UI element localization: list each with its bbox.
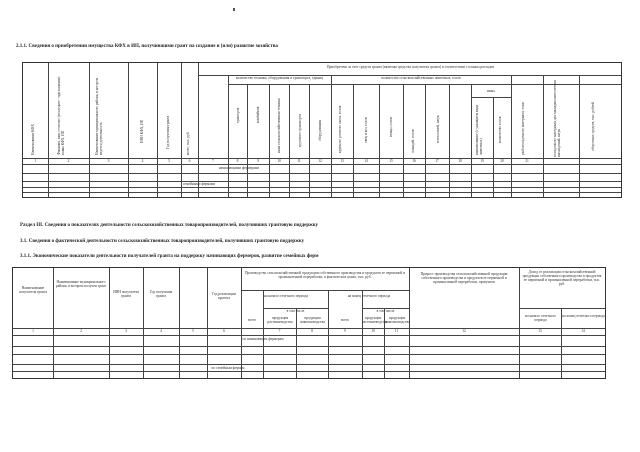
col-growth: Прирост производства сельскохозяйственной продукции собственного производства и продуктов ее первичной и промышленной переработки, процентов	[420, 272, 508, 284]
col-num: 4	[160, 329, 162, 333]
col-equipment: оборудования	[318, 119, 322, 141]
group-acquired: Приобретено за счет средств гранта (включая средства получателя гранта) в соответствии с планом расходов	[326, 65, 495, 69]
col-num: 8	[236, 159, 239, 163]
grant-property-table	[22, 62, 622, 198]
col-num: 15	[389, 159, 393, 163]
col-municipality: Наименование муниципального района, в котором ведется деятельность	[95, 77, 103, 155]
col-num: 7	[212, 159, 214, 163]
row-family-farms: по семейным фермам	[211, 366, 245, 370]
col-combines: комбайнов	[256, 106, 260, 123]
col-num: 11	[297, 159, 301, 163]
col-num: 3	[107, 159, 110, 163]
col-num: 5	[192, 329, 194, 333]
col-poultry: птицы, голов	[389, 117, 393, 137]
col-num: 12	[318, 159, 322, 163]
col-num: 6	[188, 159, 191, 163]
col-income-end: на конец отчетного периода	[562, 314, 605, 318]
incl-start: в том числе	[286, 309, 305, 313]
col-num: 10	[371, 329, 375, 333]
col-horses: лошадей, голов	[411, 129, 415, 153]
col-head-count: количество голов	[498, 116, 502, 143]
col-fish-stock: рыбопосадочного материала, тонн	[521, 102, 525, 155]
col-inn: ИНН получателя гранта	[113, 290, 139, 298]
col-num: 8	[311, 329, 313, 333]
scan-speck	[233, 8, 235, 11]
group-production: Производство сельскохозяйственной продукции собственного производства и продуктов ее первичной и промышленной переработки, в фактических ценах, тыс. руб.	[244, 271, 406, 279]
col-num: 3	[125, 329, 127, 333]
col-animal-name: наименование (с указанием вида животных)	[475, 104, 483, 155]
col-num: 13	[538, 329, 542, 333]
col-inn: ИНН КФХ, ИП	[140, 119, 144, 143]
col-cattle: крупного рогатого скота, голов	[338, 105, 342, 153]
col-animal-start: продукция животноводства	[300, 316, 325, 324]
col-total: всего, тыс. руб.	[186, 131, 190, 155]
section-3-subheading: 3.1. Сведения о фактической деятельности сельскохозяйственных товаропроизводителей, получивших грантовую поддержку	[20, 239, 305, 244]
section-2-title: 2.1.1. Сведения о приобретении имущества КФХ в ИП, получившими грант на создание и (или) развитие хозяйства	[16, 44, 278, 49]
col-num: 12	[462, 329, 466, 333]
col-recipient-name: Наименование получателя гранта	[18, 286, 48, 294]
col-num: 13	[340, 159, 344, 163]
col-kfh-name: Наименование КФХ	[31, 124, 35, 155]
col-num: 11	[394, 329, 399, 333]
col-animal-end: продукция животноводства	[385, 316, 410, 324]
col-total-end: всего	[340, 318, 350, 322]
col-income-start: на начало отчетного периода	[525, 314, 556, 322]
col-sheep-goats: овец и коз, голов	[364, 117, 368, 143]
col-plant-start: продукция растениеводства	[267, 316, 293, 324]
col-other-machinery: иная сельскохозяйственная техника	[277, 98, 281, 153]
col-num: 1	[34, 159, 37, 163]
col-working-capital: оборотных средств, тыс. рублей	[591, 102, 595, 151]
col-grant-year: Год получения гранта	[149, 290, 173, 298]
section-3-heading: Раздел III. Сведения о показателях деятельности сельскохозяйственных товаропроизводителей, получивших грантовую поддержку	[20, 223, 319, 228]
group-income: Доход от реализации сельскохозяйственной продукции собственного производства и продуктов ее первичной и промышленной переработки, тыс. руб.	[522, 270, 602, 286]
col-plant-end: продукция растениеводства	[362, 316, 388, 324]
row-beginning-farmers: начинающими фермерами	[218, 166, 260, 170]
period-start: на начало отчетного периода	[263, 294, 309, 298]
col-num: 21	[525, 159, 529, 163]
col-num: 6	[223, 329, 225, 333]
col-num: 2	[67, 159, 70, 163]
col-head-fio: Фамилия, имя, отчество (последнее - при наличии) главы КФХ, ИП	[57, 76, 65, 155]
period-end: на конец отчетного периода	[347, 294, 391, 298]
col-bee-colonies: пчелосемей, штук	[436, 115, 440, 143]
col-num: 14	[581, 329, 585, 333]
col-num: 9	[257, 159, 259, 163]
col-tractors: тракторов	[236, 107, 240, 123]
economic-indicators-table	[12, 267, 606, 379]
col-num: 4	[141, 159, 144, 163]
col-planting-material: посадочного материала для закладки многолетних насаждений, штук	[553, 79, 561, 157]
row-family-farms: семейными фермами	[182, 182, 216, 186]
col-num: 5	[168, 159, 170, 163]
col-num: 10	[277, 159, 281, 163]
col-num: 16	[412, 159, 416, 163]
group-other-animals: иных	[486, 89, 496, 93]
col-num: 9	[344, 329, 346, 333]
col-num: 14	[364, 159, 368, 163]
group-tech: количество техники, оборудования и транспорта, единиц	[235, 76, 324, 80]
col-num: 17	[435, 159, 439, 163]
section-3-table-title: 3.1.1. Экономические показатели деятельности получателей гранта на поддержку начинающих фермеров, развитие семейных ферм	[20, 254, 319, 259]
col-num: 7	[278, 329, 281, 333]
col-project-year: Год реализации проекта	[212, 292, 236, 300]
group-animals: количество сельскохозяйственных животных, голов	[381, 76, 461, 80]
col-num: 1	[32, 329, 34, 333]
col-municipality: Наименование муниципального района, в котором получен грант	[55, 280, 107, 288]
col-trucks: грузового транспорта	[298, 114, 302, 147]
col-num: 2	[80, 329, 82, 333]
col-num: 19	[480, 159, 484, 163]
col-grant-year: Год получения гранта	[166, 115, 170, 149]
incl-end: в том числе	[376, 309, 395, 313]
row-beginning-farmers: по начинающим фермерам	[242, 337, 284, 341]
col-total-start: всего	[247, 318, 257, 322]
col-num: 18	[458, 159, 462, 163]
col-num: 20	[500, 159, 504, 163]
